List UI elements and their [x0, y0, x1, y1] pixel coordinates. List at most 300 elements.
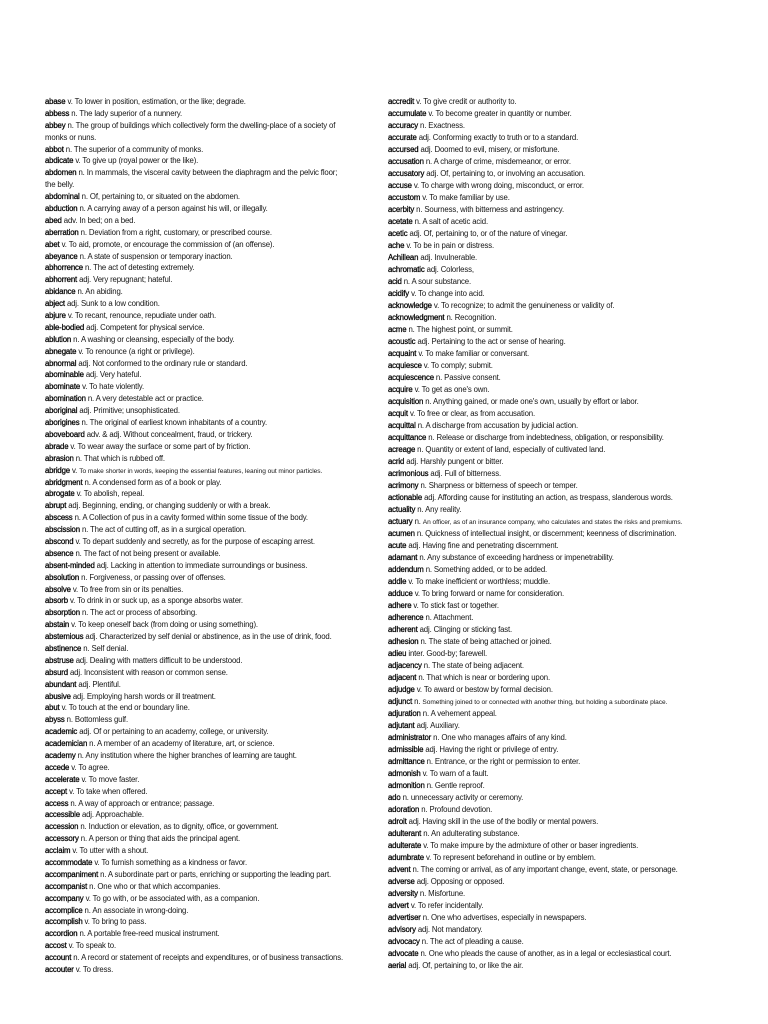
part-of-speech: n. [66, 715, 73, 725]
part-of-speech: n. [428, 433, 435, 442]
definition: Any institution where the higher branches of learning are taught. [85, 750, 297, 760]
dictionary-entry [388, 480, 740, 492]
headword: accursed [388, 145, 419, 154]
headword: absolution [45, 572, 80, 582]
definition: An adulterating substance. [431, 829, 520, 838]
entry-line [45, 358, 375, 370]
dictionary-entry [45, 167, 375, 191]
part-of-speech: n. [416, 529, 424, 538]
headword: accompany [45, 893, 84, 903]
entry-line [388, 528, 740, 540]
definition: To get as one's own. [421, 385, 490, 394]
definition: Sunk to a low condition. [80, 299, 160, 309]
entry-line [45, 393, 375, 405]
headword: admittance [388, 757, 425, 766]
part-of-speech: v. [411, 289, 417, 298]
definition: Colorless, [440, 265, 474, 274]
entry-line [388, 864, 740, 876]
part-of-speech: n. [74, 513, 81, 523]
dictionary-entry [45, 155, 375, 167]
headword: abrade [45, 441, 69, 451]
entry-line [388, 492, 740, 504]
entry-line [388, 96, 740, 108]
part-of-speech: adj. [81, 810, 94, 820]
part-of-speech: adj. [416, 877, 429, 886]
headword: acidify [388, 289, 410, 298]
headword: account [45, 953, 72, 963]
headword: acknowledge [388, 301, 432, 310]
headword: acquisition [388, 397, 424, 406]
part-of-speech: n. [446, 313, 453, 322]
part-of-speech: v. [78, 346, 84, 356]
part-of-speech: n. [89, 881, 96, 891]
part-of-speech: adj. [426, 265, 439, 274]
entry-line [45, 167, 375, 179]
headword: acerbity [388, 205, 415, 214]
part-of-speech: n. [414, 517, 421, 526]
entry-line [45, 500, 375, 512]
headword: accept [45, 786, 68, 796]
dictionary-entry [388, 348, 740, 360]
entry-line [45, 298, 375, 310]
part-of-speech: v. [68, 941, 74, 951]
part-of-speech: v. [408, 577, 414, 586]
definition: A person or thing that aids the principal agent. [88, 834, 241, 844]
definition: Auxiliary. [430, 721, 460, 730]
headword: abbess [45, 108, 70, 118]
definition: Profound devotion. [429, 805, 493, 814]
dictionary-entry [45, 548, 375, 560]
dictionary-entry [45, 691, 375, 703]
entry-line [45, 940, 375, 952]
entry-line [45, 322, 375, 334]
part-of-speech: v. [422, 193, 428, 202]
part-of-speech: adj. [406, 457, 419, 466]
definition: One who manages affairs of any kind. [441, 733, 567, 742]
definition: The coming or arrival, as of any important change, event, state, or personage. [420, 865, 678, 874]
part-of-speech: adj. [417, 337, 430, 346]
part-of-speech: v. [72, 465, 78, 475]
dictionary-entry [388, 540, 740, 552]
definition: Quickness of intellectual insight, or discernment; keenness of discrimination. [425, 529, 677, 538]
part-of-speech: n. [417, 421, 424, 430]
part-of-speech: n. [77, 750, 84, 760]
entry-line [388, 708, 740, 720]
dictionary-entry [45, 215, 375, 227]
dictionary-entry [45, 798, 375, 810]
entry-line [45, 619, 375, 631]
entry-line [45, 465, 375, 477]
headword: achromatic [388, 265, 425, 274]
entry-line [388, 336, 740, 348]
dictionary-entry [388, 936, 740, 948]
part-of-speech: adj. [419, 625, 432, 634]
entry-line [388, 588, 740, 600]
entry-line [388, 876, 740, 888]
entry-line [45, 750, 375, 762]
dictionary-entry [388, 840, 740, 852]
headword: abhorrent [45, 275, 78, 285]
entry-line [388, 720, 740, 732]
dictionary-entry [45, 429, 375, 441]
part-of-speech: v. [70, 441, 76, 451]
headword: abridgment [45, 477, 83, 487]
dictionary-entry [388, 264, 740, 276]
part-of-speech: n. [81, 572, 88, 582]
dictionary-entry [45, 108, 375, 120]
entry-line [388, 420, 740, 432]
definition: One who advertises, especially in newspapers. [431, 913, 587, 922]
entry-line [388, 936, 740, 948]
part-of-speech: n. [79, 929, 86, 939]
headword: abominate [45, 382, 81, 392]
dictionary-entry [388, 876, 740, 888]
part-of-speech: v. [69, 596, 76, 606]
entry-line [388, 948, 740, 960]
headword: accession [45, 822, 79, 832]
headword: accuse [388, 181, 412, 190]
headword: adumbrate [388, 853, 424, 862]
definition: One who or that which accompanies. [97, 881, 221, 891]
part-of-speech: n. [81, 525, 89, 535]
headword: adherent [388, 625, 418, 634]
definition: To keep oneself back (from doing or using something). [78, 620, 258, 630]
definition: To furnish something as a kindness or favor. [101, 858, 247, 867]
dictionary-entry [45, 905, 375, 917]
part-of-speech: adj. [68, 501, 81, 511]
headword: abdomen [45, 168, 77, 178]
definition: The highest point, or summit. [416, 325, 513, 334]
entry-line [45, 239, 375, 251]
definition: The act of pleading a cause. [429, 937, 524, 946]
entry-line [388, 912, 740, 924]
definition: Entrance, or the right or permission to enter. [434, 757, 581, 766]
dictionary-entry [45, 96, 375, 108]
headword: acme [388, 325, 407, 334]
entry-line [388, 828, 740, 840]
headword: acetate [388, 217, 413, 226]
headword: acute [388, 541, 407, 550]
part-of-speech: n. [425, 565, 432, 574]
definition: Very repugnant; hateful. [93, 275, 173, 285]
dictionary-entry [388, 816, 740, 828]
headword: acrimony [388, 481, 419, 490]
dictionary-entry [388, 456, 740, 468]
entry-line [45, 215, 375, 227]
entry-line [45, 702, 375, 714]
headword: aboveboard [45, 429, 85, 439]
dictionary-entry [45, 322, 375, 334]
entry-line [388, 312, 740, 324]
entry-line [45, 595, 375, 607]
part-of-speech: adj. [424, 493, 437, 502]
dictionary-entry [388, 360, 740, 372]
headword: abhorrence [45, 263, 83, 273]
dictionary-entry [45, 191, 375, 203]
dictionary-entry [388, 696, 740, 708]
entry-line [45, 679, 375, 691]
dictionary-entry [45, 144, 375, 156]
headword: ablution [45, 334, 72, 344]
dictionary-entry [45, 286, 375, 298]
part-of-speech: n. [425, 397, 432, 406]
entry-line [388, 696, 740, 708]
definition: A subordinate part or parts, enriching or supporting the leading part. [107, 869, 332, 879]
headword: actuality [388, 505, 416, 514]
headword: adherence [388, 613, 424, 622]
part-of-speech: n. [417, 505, 424, 514]
dictionary-entry [388, 612, 740, 624]
dictionary-entry [45, 572, 375, 584]
definition: To make impure by the admixture of other or baser ingredients. [430, 841, 639, 850]
dictionary-entry [45, 227, 375, 239]
entry-line [45, 964, 375, 976]
entry-line [45, 310, 375, 322]
entry-line [45, 120, 375, 132]
dictionary-entry [45, 524, 375, 536]
entry-line [388, 840, 740, 852]
entry-line [388, 156, 740, 168]
dictionary-entry [45, 726, 375, 738]
entry-line [45, 607, 375, 619]
dictionary-entry [45, 203, 375, 215]
dictionary-entry [45, 584, 375, 596]
definition: An officer, as of an insurance company, who calculates and states the risks and premiums. [422, 519, 683, 526]
entry-line [45, 655, 375, 667]
headword: absent-minded [45, 560, 95, 570]
definition: Deviation from a right, customary, or prescribed course. [88, 227, 272, 237]
entry-line [45, 845, 375, 857]
headword: access [45, 798, 69, 808]
dictionary-entry [388, 792, 740, 804]
dictionary-entry [45, 964, 375, 976]
dictionary-entry [388, 252, 740, 264]
dictionary-entry [45, 512, 375, 524]
definition: To recant, renounce, repudiate under oath. [74, 311, 216, 321]
dictionary-entry [45, 239, 375, 251]
dictionary-entry [388, 900, 740, 912]
part-of-speech: v. [416, 685, 422, 694]
entry-line [388, 276, 740, 288]
definition: Exactness. [428, 121, 465, 130]
definition: The act of cutting off, as in a surgical operation. [90, 525, 247, 535]
entry-line [388, 120, 740, 132]
definition: A record or statement of receipts and expenditures, or of business transactions. [81, 953, 343, 963]
headword: adduce [388, 589, 413, 598]
headword: acetic [388, 229, 408, 238]
definition: Conforming exactly to truth or to a standard. [432, 133, 579, 142]
definition: A way of approach or entrance; passage. [78, 798, 215, 808]
part-of-speech: n. [425, 613, 432, 622]
headword: abomination [45, 394, 86, 404]
definition: Lacking in attention to immediate surroundings or business. [110, 560, 308, 570]
headword: acquiescence [388, 373, 434, 382]
part-of-speech: n. [75, 548, 82, 558]
entry-line [45, 203, 375, 215]
definition: To warn of a fault. [429, 769, 489, 778]
part-of-speech: v. [423, 361, 429, 370]
headword: accusation [388, 157, 424, 166]
definition: To drink in or suck up, as a sponge absorbs water. [77, 596, 243, 606]
entry-line [45, 488, 375, 500]
headword: actuary [388, 517, 413, 526]
headword: acid [388, 277, 402, 286]
definition: Gentle reproof. [434, 781, 485, 790]
entry-line [388, 324, 740, 336]
entry-line [388, 732, 740, 744]
dictionary-entry [388, 756, 740, 768]
headword: able-bodied [45, 322, 85, 332]
part-of-speech: v. [75, 156, 81, 166]
entry-line [388, 900, 740, 912]
definition: To refer incidentally. [417, 901, 484, 910]
part-of-speech: n. [81, 192, 88, 202]
headword: abdominal [45, 192, 80, 202]
part-of-speech: n. [81, 608, 89, 618]
headword: adjudge [388, 685, 415, 694]
dictionary-entry [388, 684, 740, 696]
headword: academic [45, 727, 78, 737]
headword: acumen [388, 529, 415, 538]
entry-line [45, 334, 375, 346]
definition: Opposing or opposed. [430, 877, 505, 886]
part-of-speech: n. [84, 905, 91, 915]
entry-line [388, 456, 740, 468]
definition: To give up (royal power or the like). [82, 156, 199, 166]
headword: adhesion [388, 637, 419, 646]
dictionary-entry [388, 708, 740, 720]
part-of-speech: n. [84, 263, 92, 273]
definition: To lower in position, estimation, or the like; degrade. [74, 97, 246, 106]
dictionary-entry [388, 180, 740, 192]
part-of-speech: v. [414, 385, 420, 394]
dictionary-entry [45, 488, 375, 500]
dictionary-entry [45, 274, 375, 286]
definition: Approachable. [95, 810, 144, 820]
part-of-speech: adj. [69, 667, 82, 677]
headword: abstinence [45, 643, 82, 653]
dictionary-entry [45, 619, 375, 631]
part-of-speech: n. [77, 287, 84, 297]
headword: adamant [388, 553, 418, 562]
part-of-speech: n. [89, 739, 96, 749]
entry-line [388, 792, 740, 804]
dictionary-entry [388, 228, 740, 240]
part-of-speech: adj. [408, 817, 421, 826]
headword: abrupt [45, 501, 67, 511]
headword: acquittal [388, 421, 416, 430]
dictionary-entry [388, 144, 740, 156]
definition: The original of earliest known inhabitants of a country. [89, 418, 267, 428]
dictionary-entry [388, 216, 740, 228]
dictionary-entry [45, 607, 375, 619]
headword: advocacy [388, 937, 420, 946]
headword: aerial [388, 961, 407, 970]
entry-line [45, 346, 375, 358]
entry-line [45, 726, 375, 738]
headword: adieu [388, 649, 407, 658]
entry-line [45, 905, 375, 917]
dictionary-entry [45, 441, 375, 453]
definition: To free from sin or its penalties. [79, 584, 184, 594]
dictionary-entry [45, 833, 375, 845]
headword: accommodate [45, 858, 93, 867]
dictionary-entry [388, 588, 740, 600]
entry-line [45, 667, 375, 679]
dictionary-entry [388, 672, 740, 684]
headword: academy [45, 750, 76, 760]
part-of-speech: v. [94, 858, 100, 867]
part-of-speech: v. [418, 349, 424, 358]
definition: Recognition. [454, 313, 497, 322]
entry-line [45, 821, 375, 833]
dictionary-entry [388, 372, 740, 384]
entry-line [388, 144, 740, 156]
entry-line [45, 441, 375, 453]
headword: accusatory [388, 169, 425, 178]
entry-line [45, 108, 375, 120]
definition: The state of being adjacent. [431, 661, 524, 670]
headword: adulterant [388, 829, 422, 838]
entry-line [388, 780, 740, 792]
part-of-speech: adj. [417, 925, 430, 934]
part-of-speech: n. [414, 217, 421, 226]
part-of-speech: n. [71, 108, 78, 118]
definition: The group of buildings which collectively form the dwelling-place of a society of [75, 120, 336, 130]
part-of-speech: n. [78, 168, 85, 178]
part-of-speech: adj. [85, 370, 98, 380]
definition: Clinging or sticking fast. [433, 625, 513, 634]
headword: administrator [388, 733, 432, 742]
headword: acclaim [45, 846, 71, 856]
part-of-speech: n. [417, 445, 424, 454]
entry-line [45, 381, 375, 393]
dictionary-entry [45, 952, 375, 964]
definition: Passive consent. [444, 373, 501, 382]
headword: advertiser [388, 913, 421, 922]
definition: To bring forward or name for consideration. [421, 589, 564, 598]
definition: To change into acid. [418, 289, 485, 298]
dictionary-entry [388, 132, 740, 144]
dictionary-entry [45, 465, 375, 477]
dictionary-entry [45, 714, 375, 726]
part-of-speech: n. [420, 949, 427, 958]
part-of-speech: adj. [420, 253, 433, 262]
headword: abscond [45, 536, 74, 546]
definition: Good-by; farewell. [426, 649, 487, 658]
dictionary-entry [45, 845, 375, 857]
part-of-speech: n. [422, 913, 429, 922]
headword: accurate [388, 133, 417, 142]
definition: Self denial. [91, 643, 129, 653]
definition: To aid, promote, or encourage the commission of (an offense). [68, 239, 275, 249]
headword: adulterate [388, 841, 422, 850]
definition: Beginning, ending, or changing suddenly or with a break. [82, 501, 271, 511]
definition: To make familiar or conversant. [425, 349, 530, 358]
entry-line [45, 155, 375, 167]
entry-line [388, 756, 740, 768]
headword: abnormal [45, 358, 77, 368]
dictionary-entry [388, 432, 740, 444]
entry-line [388, 564, 740, 576]
entry-line [388, 372, 740, 384]
part-of-speech: n. [421, 937, 428, 946]
headword: adversity [388, 889, 418, 898]
dictionary-entry [388, 288, 740, 300]
definition: Affording cause for instituting an action, as trespass, slanderous words. [437, 493, 673, 502]
dictionary-entry [45, 298, 375, 310]
definition: Bottomless gulf. [74, 715, 128, 725]
